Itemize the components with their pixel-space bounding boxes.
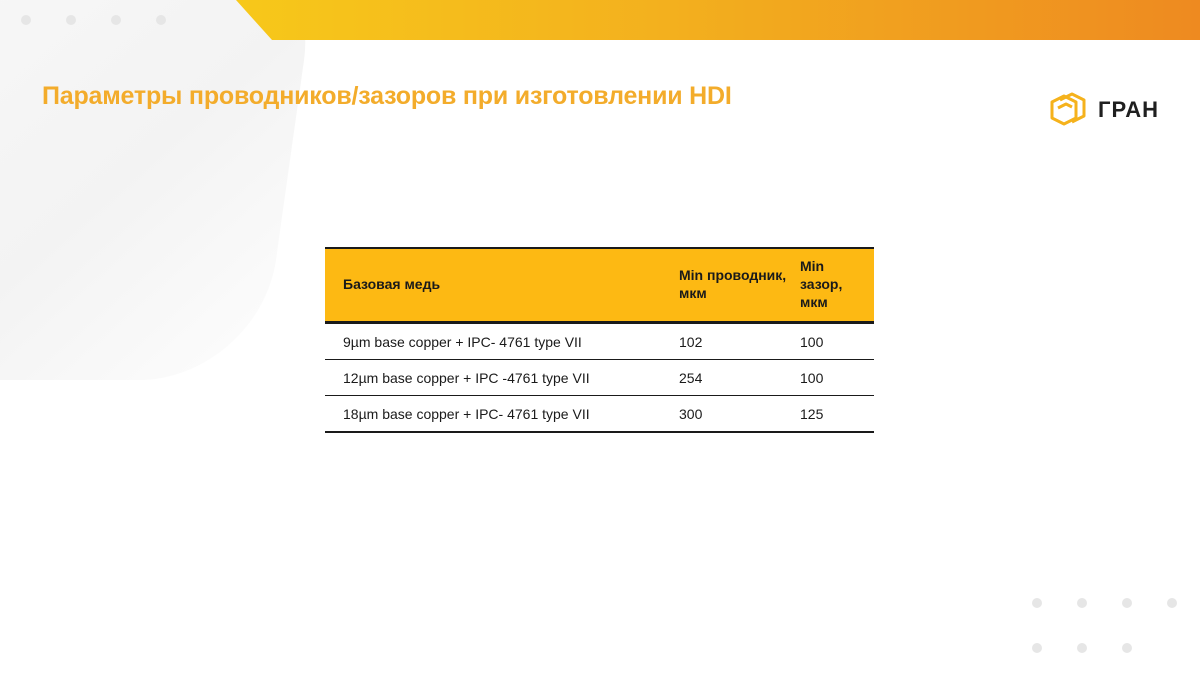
- decor-dot: [1077, 643, 1087, 653]
- header-min-conductor: Min проводник, мкм: [679, 248, 800, 323]
- logo: [1046, 88, 1159, 132]
- gran-logo-icon: [1046, 88, 1090, 132]
- cell-min-gap: 100: [800, 323, 874, 360]
- logo-text: ГРАН: [1098, 97, 1159, 122]
- decor-dot: [1122, 643, 1132, 653]
- cell-base-copper: 18µm base copper + IPC- 4761 type VII: [325, 396, 679, 433]
- decor-dot: [66, 15, 76, 25]
- decor-dot: [1167, 598, 1177, 608]
- decor-dot: [1122, 598, 1132, 608]
- page-title: Параметры проводников/зазоров при изготовлении HDI: [42, 82, 732, 110]
- background-shape: [0, 0, 321, 380]
- decor-dot: [1032, 643, 1042, 653]
- header-min-gap: Min зазор, мкм: [800, 248, 874, 323]
- params-table: [325, 247, 874, 433]
- cell-min-conductor: 254: [679, 360, 800, 396]
- cell-min-gap: 100: [800, 360, 874, 396]
- cell-min-conductor: 300: [679, 396, 800, 433]
- decor-dot: [1032, 598, 1042, 608]
- cell-base-copper: 9µm base copper + IPC- 4761 type VII: [325, 323, 679, 360]
- decor-dot: [156, 15, 166, 25]
- header-base-copper: Базовая медь: [325, 248, 679, 323]
- table-row: [325, 396, 874, 433]
- table-header-row: [325, 248, 874, 323]
- cell-min-conductor: 102: [679, 323, 800, 360]
- table-row: [325, 360, 874, 396]
- decor-dot: [21, 15, 31, 25]
- cell-min-gap: 125: [800, 396, 874, 433]
- top-accent-bar: [236, 0, 1200, 40]
- decor-dot: [1077, 598, 1087, 608]
- decor-dot: [111, 15, 121, 25]
- cell-base-copper: 12µm base copper + IPC -4761 type VII: [325, 360, 679, 396]
- table-row: [325, 323, 874, 360]
